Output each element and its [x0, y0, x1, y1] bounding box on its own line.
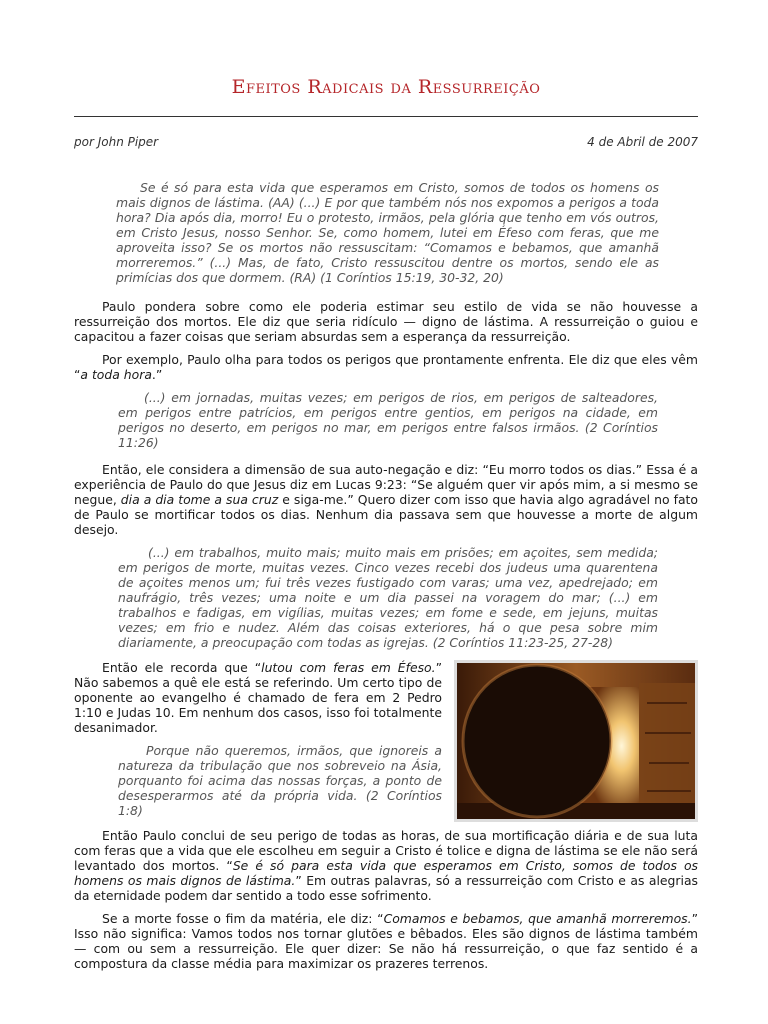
- title-divider: [74, 116, 698, 117]
- empty-tomb-image: [454, 660, 698, 822]
- paragraph-5: Então Paulo conclui de seu perigo de todas as horas, de sua mortificação diária e de sua luta com feras que a vida que ele escolheu em seguir a Cristo é tolice e digna de lástima se ele não será levantado dos mortos. “Se é só para esta vida que esperamos em Cristo, somos de todos os homens os mais dignos de lástima.” Em outras palavras, só a ressurreição com Cristo e as alegrias da eternidade podem dar sentido a todo esse sofrimento.: [74, 828, 699, 903]
- publish-date: 4 de Abril de 2007: [587, 135, 698, 149]
- paragraph-1: Paulo pondera sobre como ele poderia estimar seu estilo de vida se não houvesse a ressurreição dos mortos. Ele diz que seria ridículo — digno de lástima. A ressurreição o guiou e capacitou a fazer coisas que seriam absurdas sem a esperança da ressurreição.: [74, 299, 698, 344]
- block-quote-4: Porque não queremos, irmãos, que ignoreis a natureza da tribulação que nos sobreveio na Ásia, porquanto foi acima das nossas forças, a ponto de desesperarmos até da própria vida. (2 Coríntios 1:8): [118, 743, 442, 818]
- paragraph-3: Então, ele considera a dimensão de sua auto-negação e diz: “Eu morro todos os dias.” Essa é a experiência de Paulo do que Jesus diz em Lucas 9:23: “Se alguém quer vir após mim, a si mesmo se negue, dia a dia tome a sua cruz e siga-me.” Quero dizer com isso que havia algo agradável no fato de Paulo se mortificar todos os dias. Nenhum dia passava sem que houvesse a morte de algum desejo.: [74, 462, 698, 537]
- author: por John Piper: [74, 135, 159, 149]
- tomb-illustration: [457, 663, 695, 819]
- paragraph-6: Se a morte fosse o fim da matéria, ele diz: “Comamos e bebamos, que amanhã morreremos.” Isso não significa: Vamos todos nos tornar glutões e bêbados. Eles são dignos de lástima também — com ou sem a ressurreição. Ele quer dizer: Se não há ressurreição, o que faz sentido é a compostura da classe média para maximizar os prazeres terrenos.: [74, 911, 698, 971]
- block-quote-3: (...) em trabalhos, muito mais; muito mais em prisões; em açoites, sem medida; em perigos de morte, muitas vezes. Cinco vezes recebi dos judeus uma quarentena de açoites menos um; fui três vezes fustigado com varas; uma vez, apedrejado; em naufrágio, três vezes; uma noite e um dia passei na voragem do mar; (...) em trabalhos e fadigas, em vigílias, muitas vezes; em fome e sede, em jejuns, muitas vezes; em frio e nudez. Além das coisas exteriores, há o que pesa sobre mim diariamente, a preocupação com todas as igrejas. (2 Coríntios 11:23-25, 27-28): [118, 545, 658, 650]
- byline: [74, 135, 698, 149]
- paragraph-4: Então ele recorda que “lutou com feras em Éfeso.” Não sabemos a quê ele está se referindo. Um certo tipo de oponente ao evangelho é chamado de fera em 2 Pedro 1:10 e Judas 10. Em nenhum dos casos, isso foi totalmente desanimador.: [74, 660, 442, 735]
- paragraph-2: Por exemplo, Paulo olha para todos os perigos que prontamente enfrenta. Ele diz que eles vêm “a toda hora.”: [74, 352, 698, 382]
- article-title: Efeitos Radicais da Ressurreição: [231, 76, 541, 98]
- block-quote-1: Se é só para esta vida que esperamos em Cristo, somos de todos os homens os mais dignos de lástima. (AA) (...) E por que também nós nos expomos a perigos a toda hora? Dia após dia, morro! Eu o protesto, irmãos, pela glória que tenho em vós outros, em Cristo Jesus, nosso Senhor. Se, como homem, lutei em Éfeso com feras, que me aproveita isso? Se os mortos não ressuscitam: “Comamos e bebamos, que amanhã morreremos.” (...) Mas, de fato, Cristo ressuscitou dentre os mortos, sendo ele as primícias dos que dormem. (RA) (1 Coríntios 15:19, 30-32, 20): [116, 180, 659, 285]
- article-body: [74, 180, 698, 979]
- block-quote-2: (...) em jornadas, muitas vezes; em perigos de rios, em perigos de salteadores, em perigos entre patrícios, em perigos entre gentios, em perigos na cidade, em perigos no deserto, em perigos no mar, em perigos entre falsos irmãos. (2 Coríntios 11:26): [118, 390, 658, 450]
